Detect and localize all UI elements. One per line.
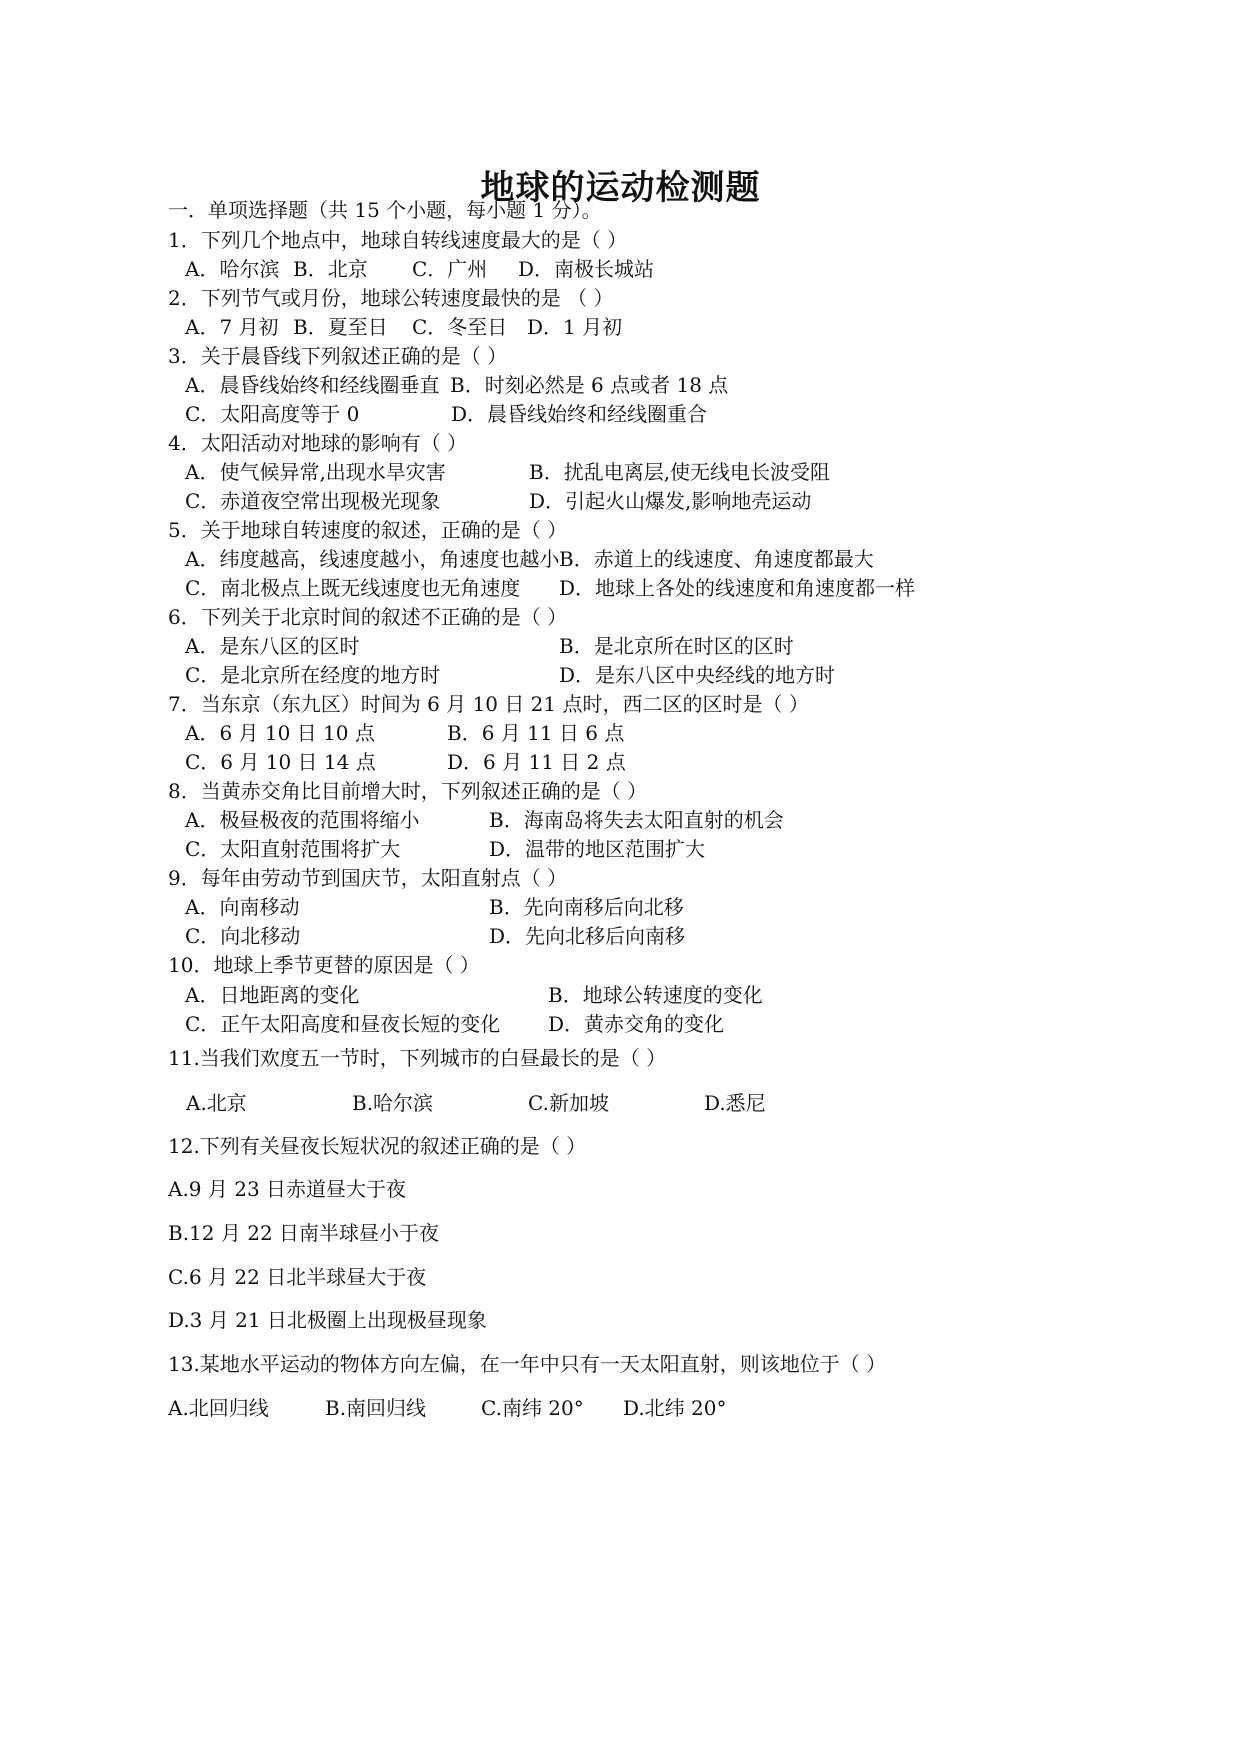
option-a: A．纬度越高，线速度越小，角速度也越小	[185, 547, 560, 571]
question-5-options-row-2	[185, 576, 1185, 600]
option-b: B．地球公转速度的变化	[548, 983, 763, 1007]
option-d: D．地球上各处的线速度和角速度都一样	[559, 576, 916, 600]
question-9-options-row-1	[185, 895, 1185, 919]
question-13-stem: 13.某地水平运动的物体方向左偏，在一年中只有一天太阳直射，则该地位于（ ）	[168, 1352, 887, 1376]
question-3-options-row-1	[185, 373, 1185, 397]
question-8-options-row-1	[185, 808, 1185, 832]
option-d: D．先向北移后向南移	[489, 924, 686, 948]
question-1-stem: 1．下列几个地点中，地球自转线速度最大的是（ ）	[168, 228, 628, 252]
option-d: D．温带的地区范围扩大	[489, 837, 706, 861]
question-2-stem: 2．下列节气或月份，地球公转速度最快的是 （ ）	[168, 286, 614, 310]
question-9-stem: 9．每年由劳动节到国庆节，太阳直射点（ ）	[168, 866, 568, 890]
option-c: C.南纬 20°	[481, 1396, 584, 1420]
option-c: C．赤道夜空常出现极光现象	[185, 489, 441, 513]
question-12-option-b: B.12 月 22 日南半球昼小于夜	[168, 1221, 440, 1245]
option-a: A．6 月 10 日 10 点	[185, 721, 375, 745]
option-c: C．广州	[412, 257, 488, 281]
option-a: A．哈尔滨	[185, 257, 280, 281]
question-12-option-d: D.3 月 21 日北极圈上出现极昼现象	[168, 1308, 487, 1332]
option-b: B．6 月 11 日 6 点	[447, 721, 625, 745]
question-6-options-row-2	[185, 663, 1185, 687]
option-d: D.悉尼	[704, 1091, 766, 1115]
option-c: C．是北京所在经度的地方时	[185, 663, 441, 687]
question-10-options-row-1	[185, 983, 1185, 1007]
question-7-options-row-2	[185, 750, 1185, 774]
question-4-options-row-1	[185, 460, 1185, 484]
question-4-stem: 4．太阳活动对地球的影响有（ ）	[168, 431, 468, 455]
question-1-options	[185, 257, 1185, 281]
question-4-options-row-2	[185, 489, 1185, 513]
option-a: A．使气候异常,出现水旱灾害	[185, 460, 446, 484]
option-a: A．极昼极夜的范围将缩小	[185, 808, 420, 832]
question-6-stem: 6．下列关于北京时间的叙述不正确的是（ ）	[168, 605, 568, 629]
option-c: C．正午太阳高度和昼夜长短的变化	[185, 1012, 501, 1036]
option-a: A．日地距离的变化	[185, 983, 360, 1007]
option-d: D．6 月 11 日 2 点	[447, 750, 626, 774]
question-6-options-row-1	[185, 634, 1185, 658]
option-c: C．太阳高度等于 0	[185, 402, 360, 426]
question-3-options-row-2	[185, 402, 1185, 426]
question-10-stem: 10．地球上季节更替的原因是（ ）	[168, 953, 480, 977]
option-b: B．海南岛将失去太阳直射的机会	[489, 808, 784, 832]
option-d: D.北纬 20°	[623, 1396, 727, 1420]
option-a: A．是东八区的区时	[185, 634, 360, 658]
option-d: D．晨昏线始终和经线圈重合	[451, 402, 708, 426]
option-c: C.新加坡	[528, 1091, 609, 1115]
option-c: C．太阳直射范围将扩大	[185, 837, 401, 861]
option-c: C．向北移动	[185, 924, 301, 948]
question-8-options-row-2	[185, 837, 1185, 861]
option-c: C．冬至日	[412, 315, 508, 339]
question-11-options	[186, 1091, 1186, 1115]
question-3-stem: 3．关于晨昏线下列叙述正确的是（ ）	[168, 344, 508, 368]
option-c: C．6 月 10 日 14 点	[185, 750, 376, 774]
option-a: A．晨昏线始终和经线圈垂直	[185, 373, 440, 397]
option-b: B．北京	[293, 257, 368, 281]
question-13-options	[168, 1396, 1168, 1420]
option-c: C．南北极点上既无线速度也无角速度	[185, 576, 521, 600]
option-d: D．引起火山爆发,影响地壳运动	[529, 489, 812, 513]
question-11-stem: 11.当我们欢度五一节时，下列城市的白昼最长的是（ ）	[168, 1046, 667, 1070]
option-b: B．时刻必然是 6 点或者 18 点	[450, 373, 729, 397]
page-title: 地球的运动检测题	[480, 168, 761, 208]
option-a: A.北回归线	[168, 1396, 269, 1420]
option-a: A.北京	[186, 1091, 247, 1115]
section-heading: 一．单项选择题（共 15 个小题，每小题 1 分）。	[168, 198, 602, 222]
question-2-options	[185, 315, 1185, 339]
question-12-option-a: A.9 月 23 日赤道昼大于夜	[168, 1177, 407, 1201]
option-a: A．7 月初	[185, 315, 279, 339]
option-d: D．南极长城站	[518, 257, 655, 281]
option-d: D．黄赤交角的变化	[548, 1012, 725, 1036]
option-a: A．向南移动	[185, 895, 300, 919]
option-b: B．夏至日	[293, 315, 388, 339]
question-5-options-row-1	[185, 547, 1185, 571]
option-b: B.哈尔滨	[352, 1091, 434, 1115]
option-b: B．先向南移后向北移	[489, 895, 684, 919]
question-7-stem: 7．当东京（东九区）时间为 6 月 10 日 21 点时，西二区的区时是（ ）	[168, 692, 809, 716]
option-b: B．扰乱电离层,使无线电长波受阻	[529, 460, 831, 484]
question-10-options-row-2	[185, 1012, 1185, 1036]
question-5-stem: 5．关于地球自转速度的叙述，正确的是（ ）	[168, 518, 568, 542]
question-12-option-c: C.6 月 22 日北半球昼大于夜	[168, 1265, 427, 1289]
option-b: B．赤道上的线速度、角速度都最大	[559, 547, 874, 571]
question-7-options-row-1	[185, 721, 1185, 745]
question-8-stem: 8．当黄赤交角比目前增大时，下列叙述正确的是（ ）	[168, 779, 648, 803]
question-12-stem: 12.下列有关昼夜长短状况的叙述正确的是（ ）	[168, 1134, 587, 1158]
option-d: D．是东八区中央经线的地方时	[559, 663, 836, 687]
question-9-options-row-2	[185, 924, 1185, 948]
option-d: D．1 月初	[527, 315, 623, 339]
option-b: B．是北京所在时区的区时	[559, 634, 794, 658]
option-b: B.南回归线	[325, 1396, 427, 1420]
